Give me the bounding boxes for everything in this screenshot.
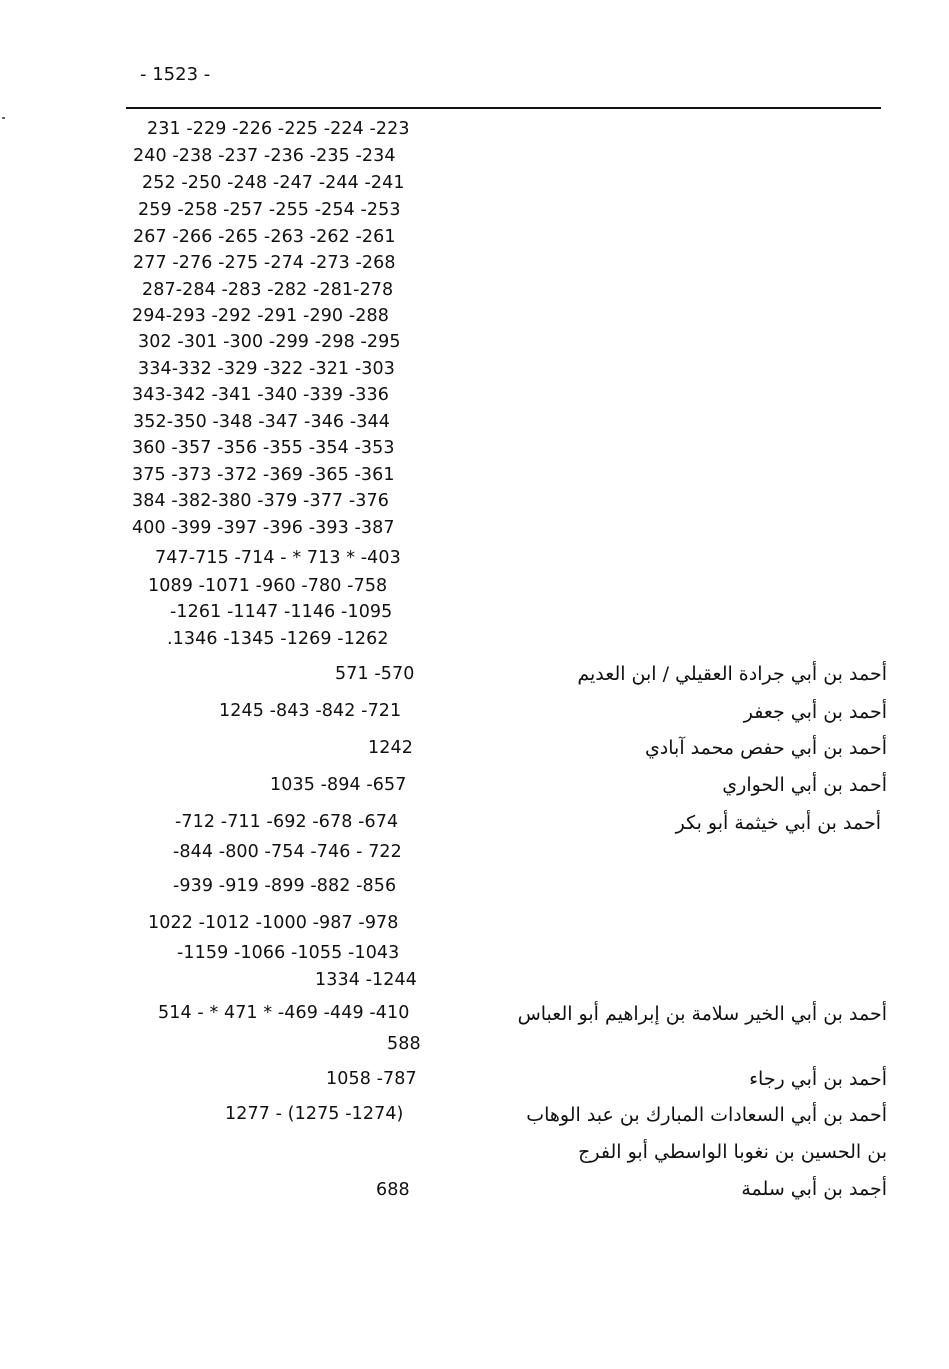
entry-refs: 1022 -1012 -1000 -987 -978 [148,913,399,933]
ref-line: 360 -357 -356 -355 -354 -353 [132,438,395,458]
margin-mark [2,117,5,119]
ref-line: -1261 -1147 -1146 -1095 [170,602,393,622]
ref-line: 352-350 -348 -347 -346 -344 [133,412,390,432]
entry-refs: -939 -919 -899 -882 -856 [173,876,397,896]
ref-line: 334-332 -329 -322 -321 -303 [138,359,395,379]
entry-name: أحمد بن أبي جرادة العقيلي / ابن العديم [577,663,887,685]
entry-name: أحمد بن أبي الحواري [722,774,887,796]
entry-refs: 588 [387,1034,421,1054]
entry-refs: 1058 -787 [326,1069,417,1089]
ref-line: 384 -382-380 -379 -377 -376 [132,491,389,511]
ref-line: 747-715 -714 - * 713 * -403 [155,548,401,568]
ref-line: 287-284 -283 -282 -281-278 [142,280,394,300]
entry-refs: -844 -800 -754 -746 - 722 [173,842,402,862]
entry-name: أحمد بن أبي حفص محمد آبادي [644,737,887,759]
ref-line: 267 -266 -265 -263 -262 -261 [133,227,396,247]
entry-refs: 1245 -843 -842 -721 [219,701,402,721]
entry-refs: 688 [376,1180,410,1200]
entry-refs: 571 -570 [335,664,415,684]
entry-name: أحمد بن أبي جعفر [743,701,887,723]
ref-line: 302 -301 -300 -299 -298 -295 [138,332,401,352]
entry-refs: 1334 -1244 [315,970,417,990]
entry-refs: 1035 -894 -657 [270,775,407,795]
ref-line: 1089 -1071 -960 -780 -758 [148,576,388,596]
entry-refs: 1242 [368,738,413,758]
entry-name: أجمد بن أبي سلمة [741,1178,887,1200]
entry-name: أحمد بن أبي خيثمة أبو بكر [675,812,881,834]
ref-line: 259 -258 -257 -255 -254 -253 [138,200,401,220]
entry-refs: -1159 -1066 -1055 -1043 [177,943,400,963]
page-number: - 1523 - [140,64,211,85]
entry-name: أحمد بن أبي رجاء [749,1068,887,1090]
ref-line: 240 -238 -237 -236 -235 -234 [133,146,396,166]
ref-line: 277 -276 -275 -274 -273 -268 [133,253,396,273]
entry-name: أحمد بن أبي الخير سلامة بن إبراهيم أبو العباس [517,1003,887,1025]
entry-refs: 514 - * 471 * -469 -449 -410 [158,1003,410,1023]
ref-line: 231 -229 -226 -225 -224 -223 [147,119,410,139]
entry-refs: -712 -711 -692 -678 -674 [175,812,399,832]
ref-line: 400 -399 -397 -396 -393 -387 [132,518,395,538]
ref-line: 343-342 -341 -340 -339 -336 [132,385,389,405]
ref-line: 375 -373 -372 -369 -365 -361 [132,465,395,485]
entry-refs: 1277 - (1275 -1274) [225,1104,404,1124]
entry-name-continued: بن الحسين بن نغوبا الواسطي أبو الفرج [578,1141,887,1163]
ref-line: 294-293 -292 -291 -290 -288 [132,306,389,326]
ref-line: 252 -250 -248 -247 -244 -241 [142,173,405,193]
ref-line: .1346 -1345 -1269 -1262 [167,629,389,649]
header-rule [126,107,881,109]
entry-name: أحمد بن أبي السعادات المبارك بن عبد الوهاب [526,1104,887,1126]
